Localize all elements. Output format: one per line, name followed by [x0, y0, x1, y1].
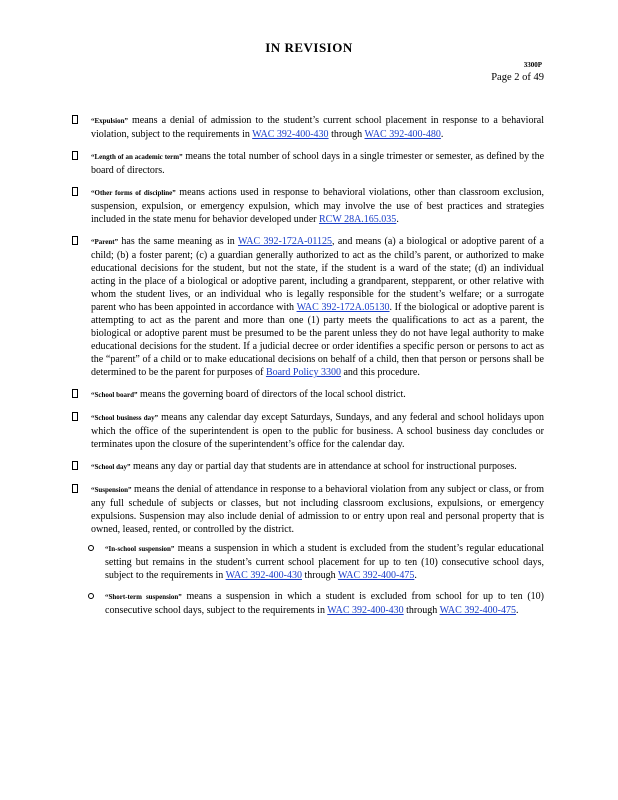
definition-school-business-day [72, 411, 544, 451]
definition-term: “Suspension” [91, 486, 132, 494]
definition-text: means any calendar day except Saturdays, Sundays, and any federal and school holidays upon which the office of the superintendent is open to the public for business. A school business day concludes or terminates upon the closure of the superintendent’s office for the calendar day. [91, 412, 544, 450]
wac-link[interactable]: WAC 392-400-430 [327, 605, 404, 616]
bullet-box-icon [72, 236, 78, 245]
definition-term: “Expulsion” [91, 117, 128, 125]
definition-in-school-suspension: “In-school suspension” means a suspension in which a student is excluded from the student’s regular educational setting but remains in the student’s current school placement for up to ten (10) consecutive school days, subject to the requirements in WAC 392-400-430 through WAC 392-400-475. [88, 542, 544, 582]
definition-term: “School business day” [91, 414, 159, 422]
wac-link[interactable]: WAC 392-400-475 [439, 605, 516, 616]
bullet-box-icon [72, 484, 78, 493]
definition-text: has the same meaning as in [118, 236, 238, 247]
bullet-box-icon [72, 151, 78, 160]
definition-term: “School day” [91, 463, 131, 471]
definition-term: “Parent” [91, 238, 119, 246]
bullet-box-icon [72, 187, 78, 196]
definition-term: “Length of an academic term” [91, 153, 183, 161]
definition-term: “In-school suspension” [105, 545, 175, 553]
definition-text: means a suspension in which a student is excluded from school for up to ten (10) consecutive school days, subject to the requirements in [105, 591, 545, 616]
page-number: Page 2 of 49 [491, 72, 544, 83]
document-title: IN REVISION [265, 40, 353, 55]
bullet-circle-icon [88, 593, 94, 599]
wac-link[interactable]: WAC 392-172A-01125 [237, 236, 333, 247]
definition-length-of-term [72, 150, 544, 177]
definition-term: “Short-term suspension” [105, 593, 182, 601]
bullet-box-icon [72, 115, 78, 124]
definition-school-board [72, 388, 544, 402]
suspension-sublist [91, 542, 544, 617]
definition-term: “School board” [91, 391, 138, 399]
definition-other-discipline: “Other forms of discipline” means actions used in response to behavioral violations, other than classroom exclusion, suspension, expulsion, or emergency expulsion, which may involve the use of best practices and strategies included in the state menu for behavior developed under RCW 28A.165.035. [72, 186, 544, 226]
rcw-link[interactable]: RCW 28A.165.035 [318, 214, 397, 225]
definition-school-day [72, 460, 544, 474]
bullet-box-icon [72, 461, 78, 470]
bullet-box-icon [72, 389, 78, 398]
definition-suspension [72, 483, 544, 617]
document-number: 3300P [523, 61, 542, 69]
definition-parent: “Parent” has the same meaning as in WAC 392-172A-01125, and means (a) a biological or adoptive parent of a child; (b) a foster parent; (c) a guardian generally authorized to act as the child’s parent, or authorized to make educational decisions for the student, but not the state, if the student is a ward of the state; (d) an individual acting in the place of a biological or adoptive parent, including a grandparent, stepparent, or other relative with whom the student lives, or an individual who is legally responsible for the student’s welfare; or a surrogate parent who has been appointed in accordance with WAC 392-172A.05130. If the biological or adoptive parent is attempting to act as the parent and more than one (1) party meets the qualifications to act as a parent, the biological or adoptive parent must be presumed to be the parent unless they do not have legal authority to make educational decisions for the student. If a judicial decree or order identifies a specific person or persons to act as the “parent” of a child or to make educational decisions on behalf of a child, then that person or persons shall be determined to be the parent for purposes of Board Policy 3300 and this procedure. [72, 235, 544, 379]
definition-term: “Other forms of discipline” [91, 189, 176, 197]
definition-text: means the denial of attendance in response to a behavioral violation from any subject or class, or from any full schedule of subjects or classes, but not including classroom exclusions, expulsions, or emergency expulsions. Suspension may also include denial of admission to or entry upon real and personal property that is owned, leased, rented, or controlled by the district. [91, 484, 544, 535]
definition-short-term-suspension: “Short-term suspension” means a suspension in which a student is excluded from school for up to ten (10) consecutive school days, subject to the requirements in WAC 392-400-430 through WAC 392-400-475. [88, 590, 544, 617]
definitions-list [72, 114, 544, 626]
wac-link[interactable]: WAC 392-400-475 [337, 570, 415, 581]
wac-link[interactable]: WAC 392-400-430 [225, 570, 303, 581]
wac-link[interactable]: WAC 392-172A.05130 [296, 302, 390, 313]
definition-text: means the governing board of directors of the local school district. [137, 389, 406, 400]
bullet-box-icon [72, 412, 78, 421]
definition-text: means any day or partial day that students are in attendance at school for instructional purposes. [130, 461, 517, 472]
definition-text: means a suspension in which a student is excluded from the student’s regular educational setting but remains in the student’s current school placement for up to ten (10) consecutive school days, subject to the requirements in [105, 543, 544, 581]
definition-expulsion: “Expulsion” means a denial of admission to the student’s current school placement in response to a behavioral violation, subject to the requirements in WAC 392-400-430 through WAC 392-400-480. [72, 114, 544, 141]
bullet-circle-icon [88, 545, 94, 551]
wac-link[interactable]: WAC 392-400-430 [252, 129, 329, 140]
definition-text: means actions used in response to behavioral violations, other than classroom exclusion, suspension, expulsion, or emergency expulsion, which may involve the use of best practices and strategies included in the state menu for behavior developed under [91, 187, 544, 225]
definition-text: means a denial of admission to the student’s current school placement in response to a behavioral violation, subject to the requirements in [91, 115, 544, 140]
definition-text: means the total number of school days in a single trimester or semester, as defined by the board of directors. [91, 151, 545, 176]
board-policy-link[interactable]: Board Policy 3300 [265, 367, 341, 378]
wac-link[interactable]: WAC 392-400-480 [364, 129, 441, 140]
